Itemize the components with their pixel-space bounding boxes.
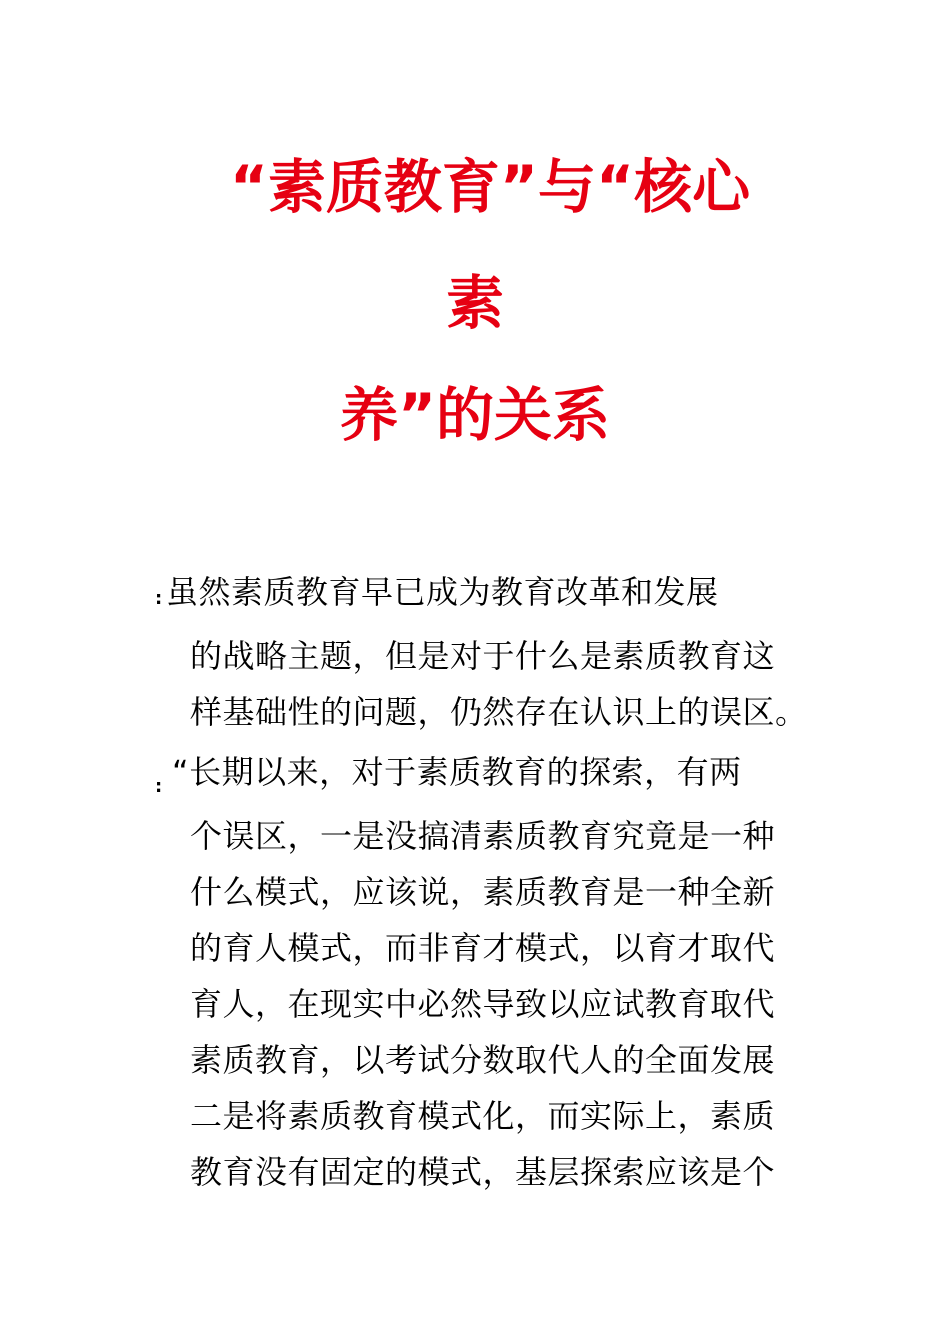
paragraph-marker: : bbox=[155, 776, 163, 797]
paragraph-line: 样基础性的问题，仍然存在认识上的误区。 bbox=[190, 693, 808, 731]
paragraph-line: 什么模式，应该说，素质教育是一种全新 bbox=[190, 873, 776, 911]
paragraph-line: 虽然素质教育早已成为教育改革和发展 bbox=[166, 573, 719, 611]
paragraph-line: “长期以来，对于素质教育的探索，有两 bbox=[172, 753, 742, 791]
paragraph-line: 个误区，一是没搞清素质教育究竟是一种 bbox=[190, 817, 776, 855]
title-line-1: “素质教育”与“核心 bbox=[229, 153, 751, 221]
paragraph-line: 的战略主题，但是对于什么是素质教育这 bbox=[190, 637, 776, 675]
paragraph-line: 素质教育，以考试分数取代人的全面发展 bbox=[190, 1041, 776, 1079]
paragraph-line: 育人，在现实中必然导致以应试教育取代 bbox=[190, 985, 776, 1023]
title-line-2: 素 bbox=[445, 269, 504, 337]
paragraph-line: 的育人模式，而非育才模式，以育才取代 bbox=[190, 929, 776, 967]
title-line-3: 养”的关系 bbox=[339, 381, 611, 449]
paragraph-line: 教育没有固定的模式，基层探索应该是个 bbox=[190, 1153, 776, 1191]
paragraph-marker: : bbox=[155, 588, 163, 609]
paragraph-line: 二是将素质教育模式化，而实际上，素质 bbox=[190, 1097, 776, 1135]
